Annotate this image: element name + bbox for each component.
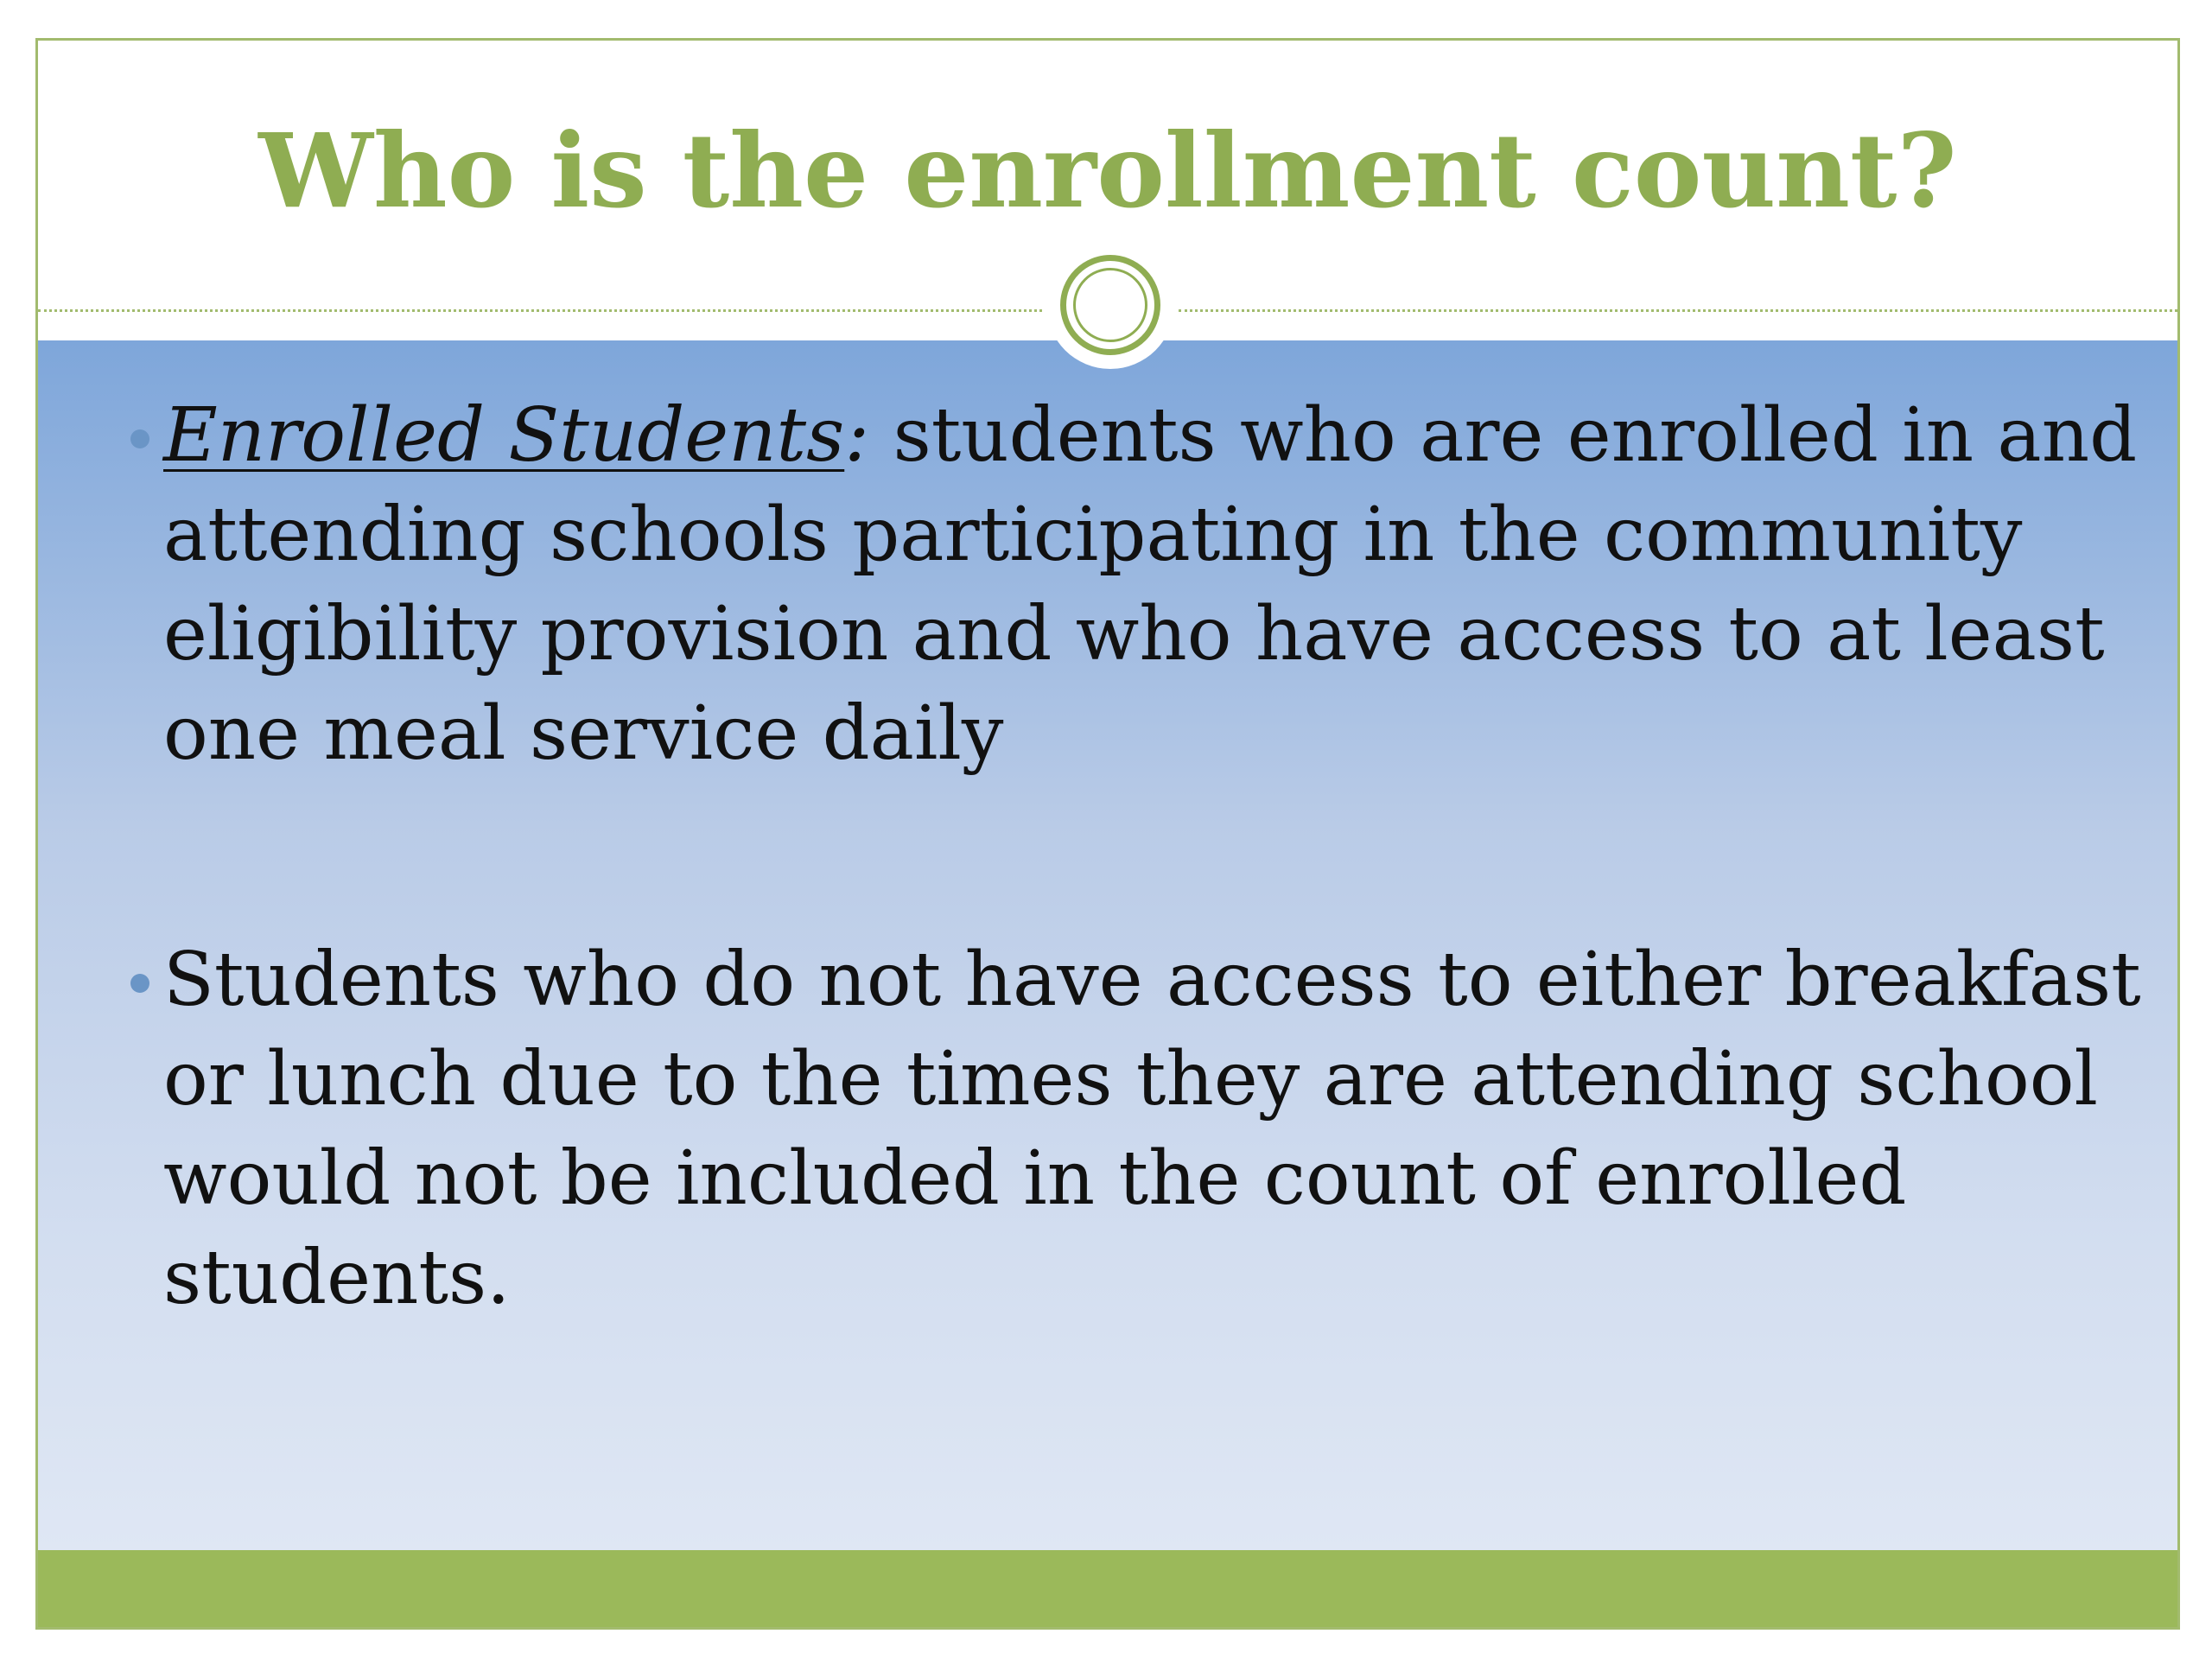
double-ring-circle-icon xyxy=(1046,241,1174,369)
bullet-term: Enrolled Students xyxy=(163,392,845,479)
bullet-text: students who are enrolled in and attending schools participating in the community eligibility provision and who have access to at least one meal service daily xyxy=(163,392,2138,777)
bullet-item-excluded-students xyxy=(163,931,2142,1328)
round-bullet-icon xyxy=(130,429,149,448)
bullet-text: Students who do not have access to either breakfast or lunch due to the times they are attending school would not be included in the count of enrolled students. xyxy=(163,937,2141,1321)
bullet-item-enrolled-students xyxy=(163,386,2142,784)
bullet-term-separator: : xyxy=(844,392,870,479)
dotted-divider-right xyxy=(1179,309,2180,312)
footer-band xyxy=(38,1550,2177,1630)
round-bullet-icon xyxy=(130,974,149,993)
dotted-divider-left xyxy=(38,309,1042,312)
slide-title: Who is the enrollment count? xyxy=(258,111,1957,231)
emblem-ring xyxy=(1060,255,1160,355)
slide xyxy=(35,38,2180,1630)
